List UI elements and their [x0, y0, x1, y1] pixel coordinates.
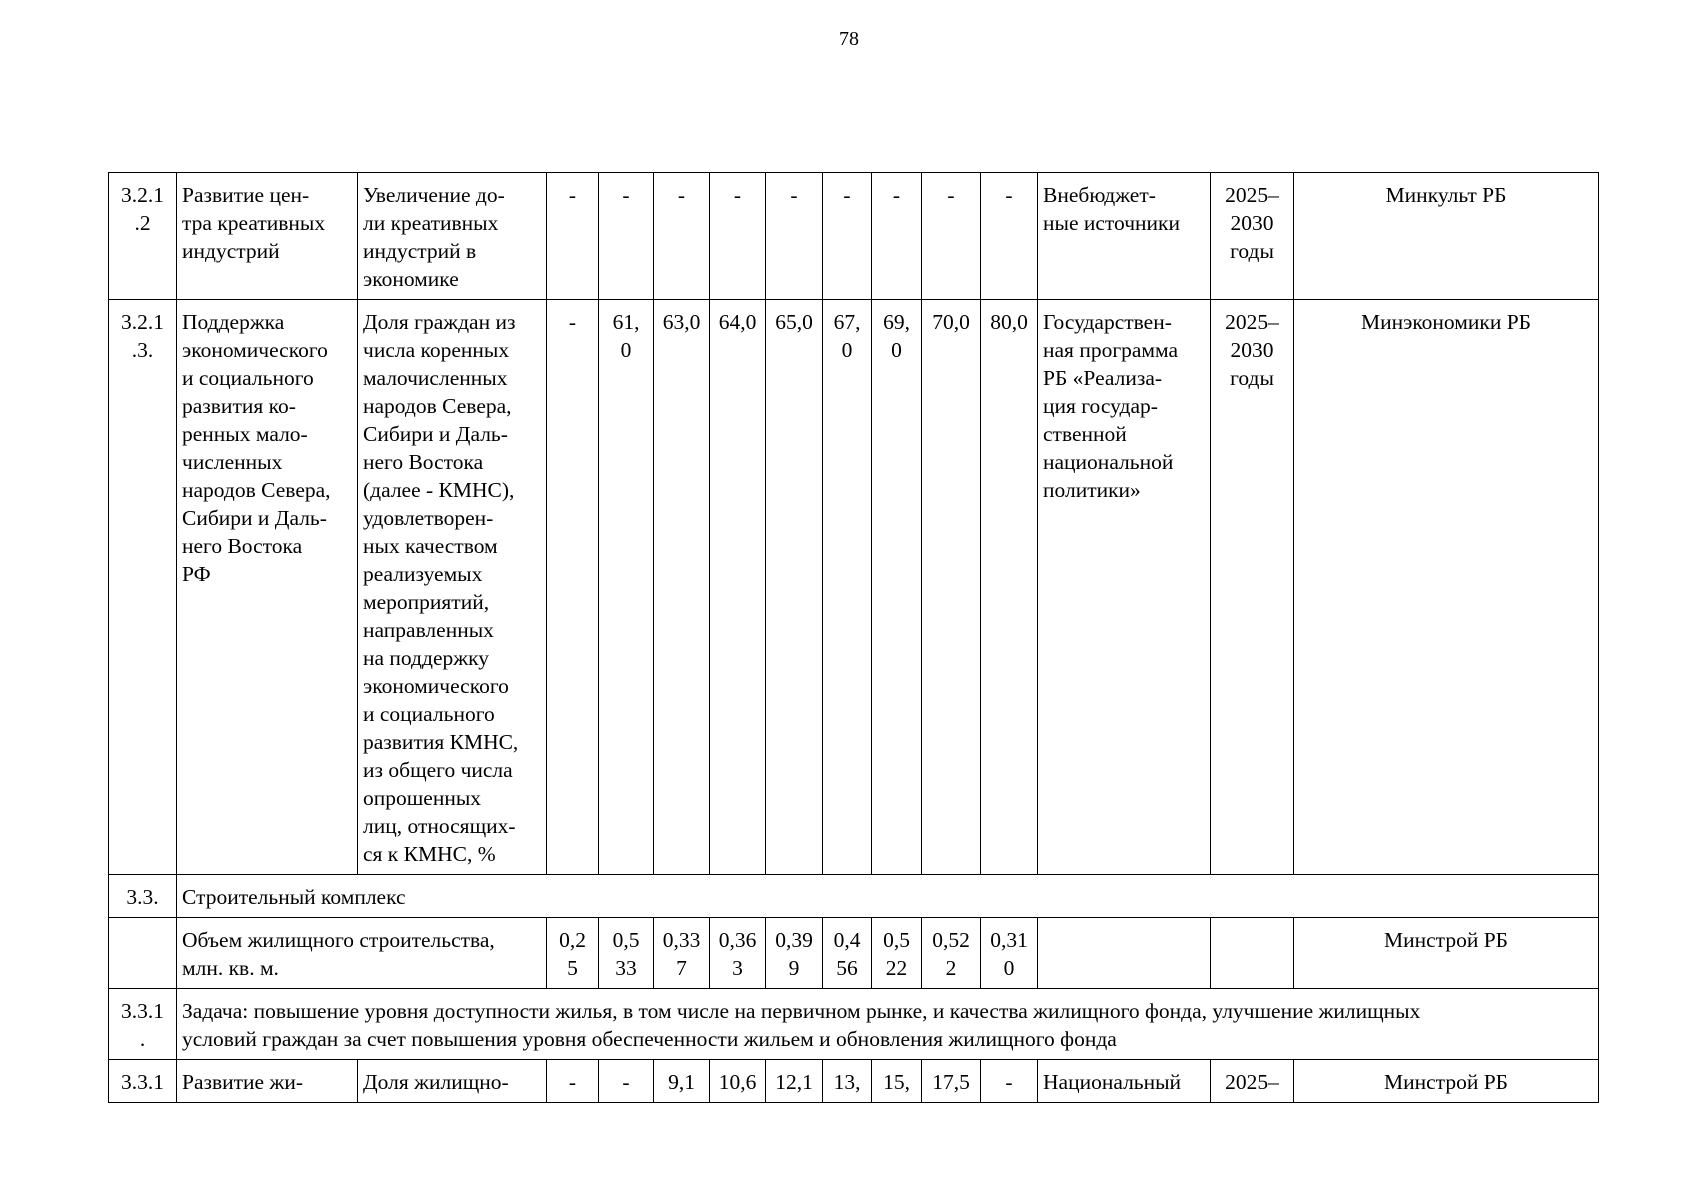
- indicator-text: Увеличение до- ли креативных индустрий в экономике: [358, 173, 547, 300]
- value-cell: 0,31 0: [981, 918, 1038, 989]
- table-row: [109, 300, 1599, 875]
- value-cell: 63,0: [654, 300, 710, 875]
- value-cell: 69, 0: [872, 300, 922, 875]
- value-cell: 0,33 7: [654, 918, 710, 989]
- value-cell: -: [547, 300, 599, 875]
- value-cell: -: [547, 173, 599, 300]
- value-cell: 0,39 9: [766, 918, 823, 989]
- value-cell: 64,0: [710, 300, 766, 875]
- value-cell: 15,: [872, 1060, 922, 1103]
- funding-source: Национальный: [1038, 1060, 1211, 1103]
- value-cell: -: [547, 1060, 599, 1103]
- table-row: [109, 918, 1599, 989]
- value-cell: -: [981, 1060, 1038, 1103]
- value-cell: 10,6: [710, 1060, 766, 1103]
- value-cell: 61, 0: [599, 300, 654, 875]
- value-cell: -: [922, 173, 981, 300]
- value-cell: 65,0: [766, 300, 823, 875]
- value-cell: -: [981, 173, 1038, 300]
- value-cell: 9,1: [654, 1060, 710, 1103]
- value-cell: 70,0: [922, 300, 981, 875]
- value-cell: -: [766, 173, 823, 300]
- period: 2025– 2030 годы: [1211, 173, 1294, 300]
- measure-name: Развитие жи-: [177, 1060, 358, 1103]
- value-cell: 0,52 2: [922, 918, 981, 989]
- value-cell: -: [710, 173, 766, 300]
- program-table: [108, 172, 1599, 1103]
- period: 2025–: [1211, 1060, 1294, 1103]
- value-cell: 0,36 3: [710, 918, 766, 989]
- responsible: Минстрой РБ: [1294, 1060, 1599, 1103]
- value-cell: -: [599, 1060, 654, 1103]
- empty-cell: [1211, 918, 1294, 989]
- value-cell: -: [823, 173, 872, 300]
- measure-name: Поддержка экономического и социального развития ко- ренных мало- численных народов Севера, Сибири и Даль- него Востока РФ: [177, 300, 358, 875]
- indicator-text: Объем жилищного строительства, млн. кв. м.: [177, 918, 547, 989]
- table-row: [109, 1060, 1599, 1103]
- value-cell: 0,4 56: [823, 918, 872, 989]
- empty-cell: [1038, 918, 1211, 989]
- value-cell: 0,2 5: [547, 918, 599, 989]
- value-cell: 0,5 33: [599, 918, 654, 989]
- value-cell: -: [599, 173, 654, 300]
- responsible: Минэкономики РБ: [1294, 300, 1599, 875]
- period: 2025– 2030 годы: [1211, 300, 1294, 875]
- row-number: 3.2.1 .3.: [109, 300, 177, 875]
- value-cell: 13,: [823, 1060, 872, 1103]
- measure-name: Развитие цен- тра креативных индустрий: [177, 173, 358, 300]
- empty-cell: [109, 918, 177, 989]
- row-number: 3.3.1: [109, 1060, 177, 1103]
- section-row: [109, 875, 1599, 918]
- indicator-text: Доля жилищно-: [358, 1060, 547, 1103]
- value-cell: 80,0: [981, 300, 1038, 875]
- value-cell: -: [654, 173, 710, 300]
- value-cell: 67, 0: [823, 300, 872, 875]
- value-cell: 0,5 22: [872, 918, 922, 989]
- page-number: 78: [839, 28, 859, 50]
- value-cell: -: [872, 173, 922, 300]
- responsible: Минкульт РБ: [1294, 173, 1599, 300]
- section-number: 3.3.: [109, 875, 177, 918]
- table-row: [109, 173, 1599, 300]
- task-row: [109, 989, 1599, 1060]
- row-number: 3.2.1 .2: [109, 173, 177, 300]
- section-title: Строительный комплекс: [177, 875, 1599, 918]
- value-cell: 12,1: [766, 1060, 823, 1103]
- responsible: Минстрой РБ: [1294, 918, 1599, 989]
- task-number: 3.3.1 .: [109, 989, 177, 1060]
- task-text: Задача: повышение уровня доступности жилья, в том числе на первичном рынке, и качества жилищного фонда, улучшение жилищных условий граждан за счет повышения уровня обеспеченности жильем и обновления жилищного фонда: [177, 989, 1599, 1060]
- funding-source: Государствен- ная программа РБ «Реализа- ция государ- ственной национальной политики»: [1038, 300, 1211, 875]
- indicator-text: Доля граждан из числа коренных малочисленных народов Севера, Сибири и Даль- него Востока (далее - КМНС), удовлетворен- ных качеством реализуемых мероприятий, направленных на поддержку экономического и социального развития КМНС, из общего числа опрошенных лиц, относящих- ся к КМНС, %: [358, 300, 547, 875]
- funding-source: Внебюджет- ные источники: [1038, 173, 1211, 300]
- value-cell: 17,5: [922, 1060, 981, 1103]
